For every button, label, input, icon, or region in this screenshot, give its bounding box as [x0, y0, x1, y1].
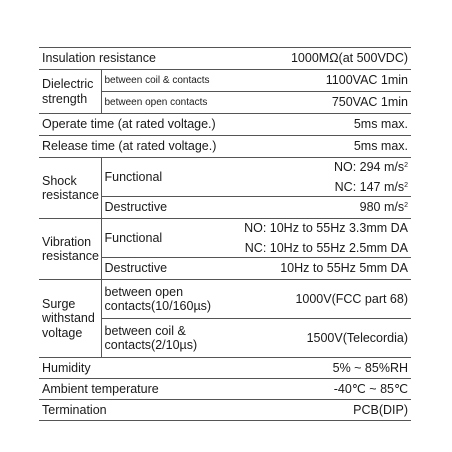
release-value: 5ms max.	[227, 136, 411, 158]
ambient-label: Ambient temperature	[39, 379, 227, 400]
ambient-value: -40℃ ~ 85℃	[227, 379, 411, 400]
surge-sub-open-contacts: between open contacts(10/160µs)	[101, 280, 227, 319]
surge-sub-coil-contacts: between coil & contacts(2/10µs)	[101, 319, 227, 358]
release-row	[39, 136, 411, 158]
shock-functional-nc: NC: 147 $m/s^2$	[334, 179, 409, 194]
operate-value: 5ms max.	[227, 114, 411, 136]
vibration-destructive-label: Destructive	[101, 258, 227, 280]
vibration-row-functional	[39, 219, 411, 258]
dielectric-label: Dielectric strength	[39, 70, 101, 114]
vibration-functional-no: NO: 10Hz to 55Hz 3.3mm DA	[244, 221, 409, 236]
surge-label: Surge withstand voltage	[39, 280, 101, 358]
dielectric-row-1	[39, 70, 411, 92]
vibration-functional-nc: NC: 10Hz to 55Hz 2.5mm DA	[244, 240, 409, 255]
operate-row	[39, 114, 411, 136]
dielectric-value-open-contacts: 750VAC 1min	[227, 92, 411, 114]
ambient-row	[39, 379, 411, 400]
surge-value-open-contacts: 1000V(FCC part 68)	[227, 280, 411, 319]
dielectric-sub-open-contacts: between open contacts	[101, 92, 227, 114]
humidity-value: 5% ~ 85%RH	[227, 358, 411, 379]
operate-label: Operate time (at rated voltage.)	[39, 114, 227, 136]
shock-destructive-label: Destructive	[101, 197, 227, 219]
shock-functional-no: NO: 294 $m/s^2$	[333, 160, 409, 175]
shock-functional-label: Functional	[101, 158, 227, 197]
termination-label: Termination	[39, 400, 227, 421]
release-label: Release time (at rated voltage.)	[39, 136, 227, 158]
humidity-label: Humidity	[39, 358, 227, 379]
termination-value: PCB(DIP)	[227, 400, 411, 421]
surge-row-open-contacts	[39, 280, 411, 319]
shock-destructive-value: 980 $m/s^2$	[227, 197, 411, 219]
surge-value-coil-contacts: 1500V(Telecordia)	[227, 319, 411, 358]
vibration-functional-label: Functional	[101, 219, 227, 258]
vibration-destructive-value: 10Hz to 55Hz 5mm DA	[227, 258, 411, 280]
shock-row-functional	[39, 158, 411, 197]
shock-functional-value	[227, 158, 411, 197]
shock-label: Shock resistance	[39, 158, 101, 219]
termination-row	[39, 400, 411, 421]
insulation-value: 1000MΩ(at 500VDC)	[227, 48, 411, 70]
dielectric-value-coil-contacts: 1100VAC 1min	[227, 70, 411, 92]
vibration-functional-value	[227, 219, 411, 258]
humidity-row	[39, 358, 411, 379]
dielectric-sub-coil-contacts: between coil & contacts	[101, 70, 227, 92]
insulation-row	[39, 48, 411, 70]
vibration-label: Vibration resistance	[39, 219, 101, 280]
insulation-label: Insulation resistance	[39, 48, 227, 70]
specifications-table	[39, 47, 411, 421]
